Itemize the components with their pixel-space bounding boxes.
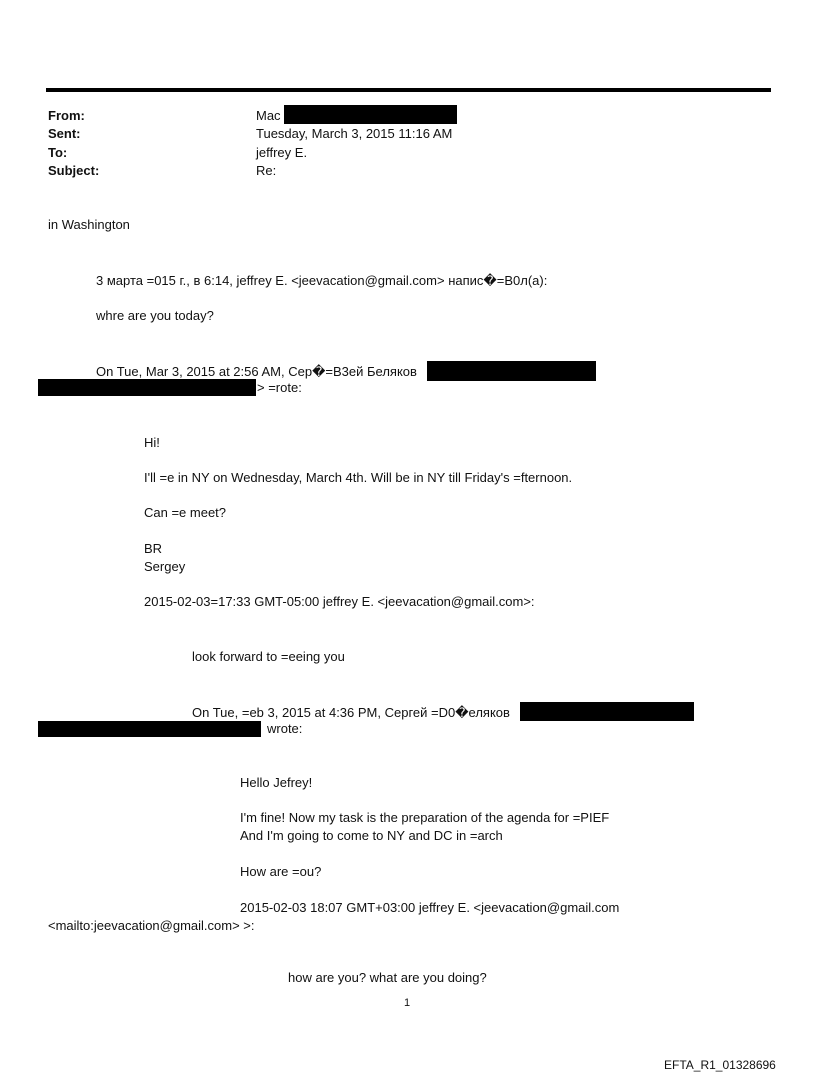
quote-text: look forward to =eeing you xyxy=(192,649,345,664)
message-greeting: Hi! xyxy=(144,435,160,450)
quote-attribution-continued: <mailto:jeevacation@gmail.com> >: xyxy=(48,918,255,933)
from-label: From: xyxy=(48,108,85,123)
quote-attribution-continued: > =rote: xyxy=(257,380,302,395)
message-signoff: BR xyxy=(144,541,163,556)
message-signature: Sergey xyxy=(144,559,186,574)
redaction-box xyxy=(38,379,256,396)
quote-text: how are you? what are you doing? xyxy=(288,970,487,985)
quote-attribution-continued: wrote: xyxy=(267,721,303,736)
quote-text: whre are you today? xyxy=(96,308,214,323)
message-greeting: Hello Jefrey! xyxy=(240,775,313,790)
document-id: EFTA_R1_01328696 xyxy=(664,1058,776,1072)
reply-text: in Washington xyxy=(48,217,130,232)
message-line: I'll =e in NY on Wednesday, March 4th. Will be in NY till Friday's =fternoon. xyxy=(144,470,573,485)
page-number: 1 xyxy=(404,997,411,1009)
redaction-box xyxy=(427,361,596,381)
message-line: I'm fine! Now my task is the preparation of the agenda for =PIEF xyxy=(240,810,610,825)
quote-attribution: On Tue, =eb 3, 2015 at 4:36 PM, Сергей =D0�еляков xyxy=(192,705,510,720)
header-rule xyxy=(46,88,771,92)
to-label: To: xyxy=(48,145,68,160)
subject-label: Subject: xyxy=(48,163,100,178)
redaction-box xyxy=(38,721,261,737)
quote-attribution: 2015-02-03 18:07 GMT+03:00 jeffrey E. <jeevacation@gmail.com xyxy=(240,900,620,915)
redaction-box xyxy=(520,702,694,721)
subject-value: Re: xyxy=(256,163,277,178)
message-line: And I'm going to come to NY and DC in =arch xyxy=(240,828,503,843)
redaction-box xyxy=(284,105,457,124)
to-value: jeffrey E. xyxy=(256,145,308,160)
quote-attribution: 2015-02-03=17:33 GMT-05:00 jeffrey E. <jeevacation@gmail.com>: xyxy=(144,594,535,609)
quote-attribution: 3 марта =015 г., в 6:14, jeffrey E. <jeevacation@gmail.com> напис�=B0л(а): xyxy=(96,273,548,288)
sent-label: Sent: xyxy=(48,126,81,141)
message-line: Can =e meet? xyxy=(144,505,227,520)
quote-attribution: On Tue, Mar 3, 2015 at 2:56 AM, Сер�=B3ей Беляков xyxy=(96,364,417,379)
message-line: How are =ou? xyxy=(240,864,322,879)
sent-value: Tuesday, March 3, 2015 11:16 AM xyxy=(256,126,453,141)
from-value: Mac xyxy=(256,108,281,123)
